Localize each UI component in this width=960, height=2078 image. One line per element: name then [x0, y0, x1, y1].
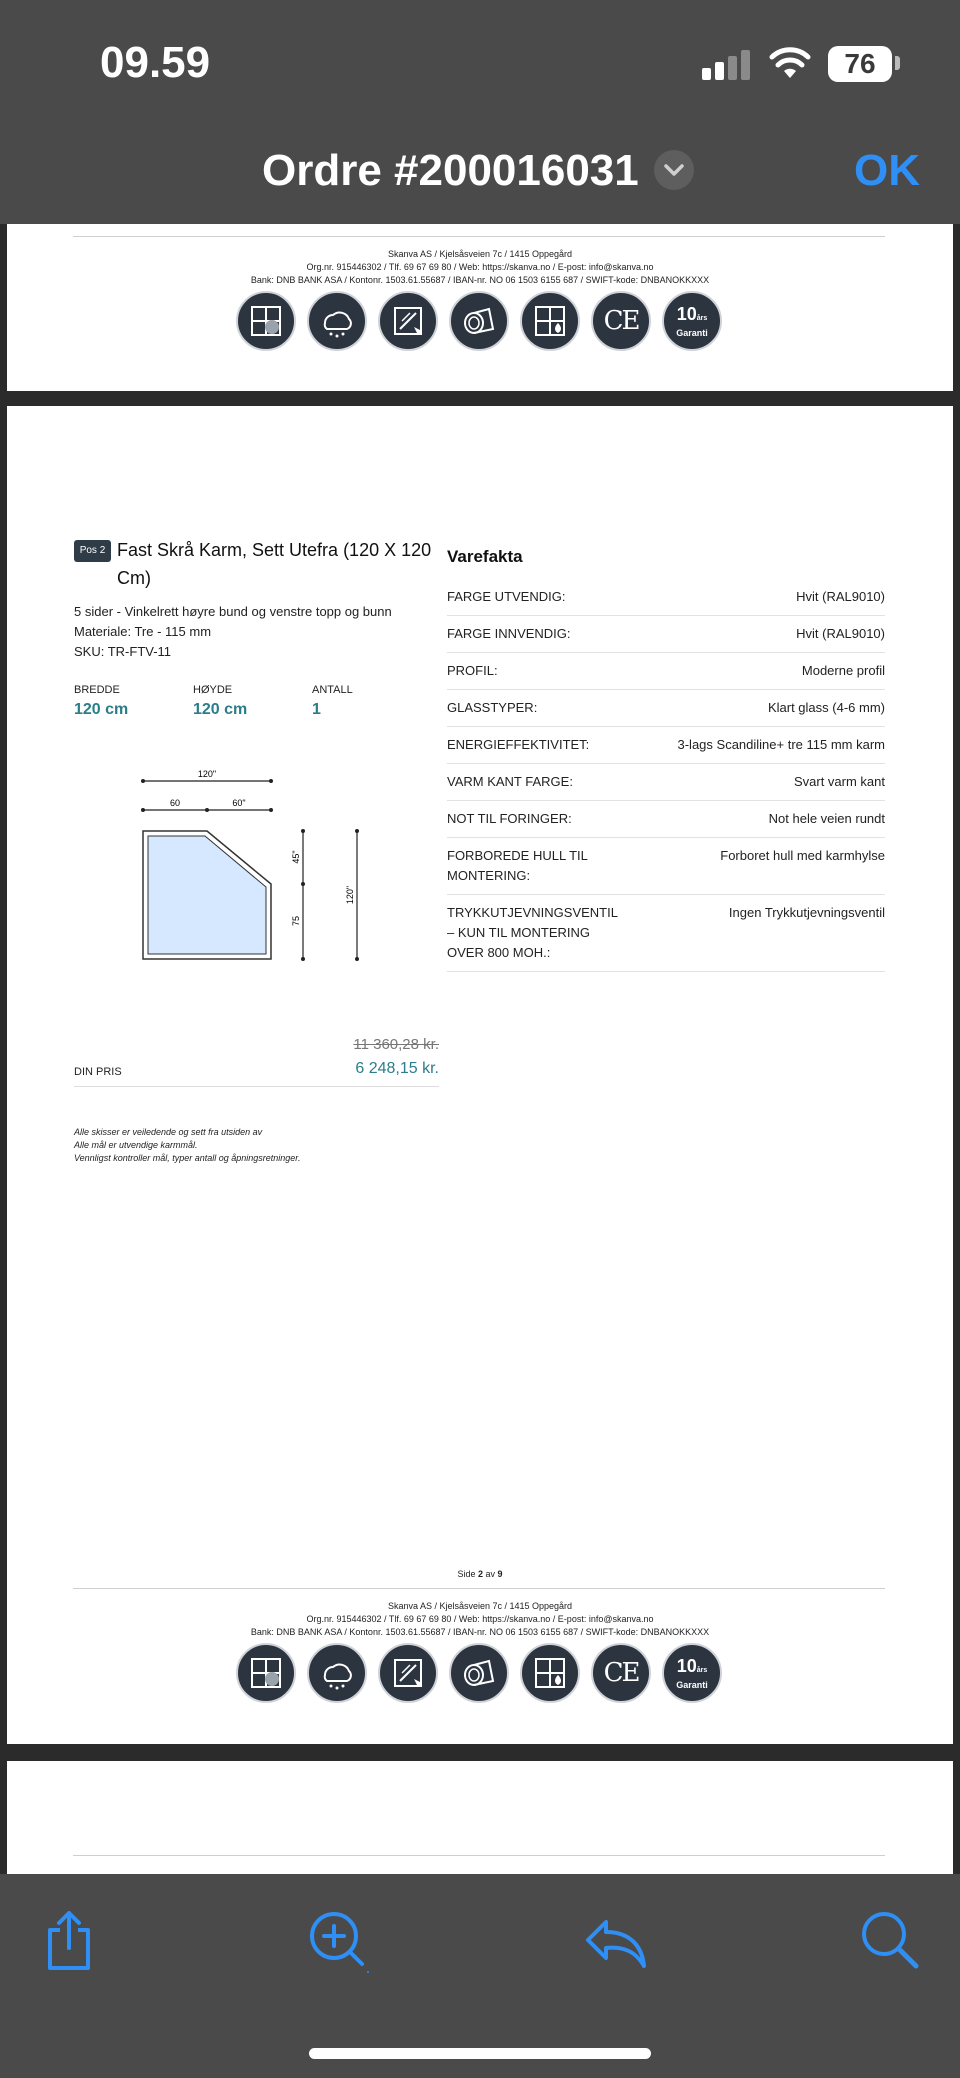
wifi-icon [768, 44, 812, 80]
warranty-badge-icon: 10års Garanti [662, 1643, 722, 1703]
window-glass-icon [236, 291, 296, 351]
fact-row: PROFIL: Moderne profil [447, 653, 885, 690]
window-thermal-icon [520, 291, 580, 351]
ok-button[interactable]: OK [854, 146, 920, 195]
dim-side-upper: 45" [291, 850, 301, 864]
page-number: Side 2 av 9 [457, 1569, 503, 1579]
safety-glass-icon [378, 291, 438, 351]
position-badge: Pos 2 [74, 540, 111, 562]
product-sku: SKU: TR-FTV-11 [74, 644, 172, 659]
dim-top-total: 120" [197, 769, 217, 779]
weather-resistant-icon [307, 291, 367, 351]
footer-divider [73, 236, 885, 237]
product-description [74, 602, 434, 662]
height-value: 120 cm [193, 701, 248, 718]
nav-bar [0, 120, 960, 224]
document-page-2 [7, 406, 953, 1744]
window-thermal-icon [520, 1643, 580, 1703]
product-material: Materiale: Tre - 115 mm [74, 624, 212, 639]
price-label: DIN PRIS [74, 1066, 122, 1078]
battery-indicator: 76 [828, 46, 892, 82]
home-indicator[interactable] [309, 2048, 651, 2059]
wood-log-icon [449, 1643, 509, 1703]
footer-line-2: Org.nr. 915446302 / Tlf. 69 67 69 80 / Web: https://skanva.no / E-post: info@skanva.no [306, 1614, 654, 1624]
width-value: 120 cm [74, 701, 129, 718]
certification-badges [236, 291, 726, 353]
fact-row: FORBOREDE HULL TIL MONTERING: Forboret hull med karmhylse [447, 838, 885, 895]
dim-top-right: 60" [232, 798, 246, 808]
reply-icon[interactable] [582, 1908, 648, 1974]
weather-resistant-icon [307, 1643, 367, 1703]
dim-side-total: 120" [345, 885, 355, 905]
fact-row: NOT TIL FORINGER: Not hele veien rundt [447, 801, 885, 838]
note-line: Alle skisser er veiledende og sett fra utsiden av [74, 1127, 263, 1137]
document-page-1 [7, 224, 953, 391]
discounted-price: 6 248,15 kr. [355, 1060, 439, 1077]
chevron-down-icon [654, 150, 694, 190]
fact-row: VARM KANT FARGE: Svart varm kant [447, 764, 885, 801]
price-divider [74, 1086, 439, 1087]
height-label: HØYDE [193, 684, 233, 696]
search-icon[interactable] [858, 1908, 924, 1974]
footer-line-1: Skanva AS / Kjelsåsveien 7c / 1415 Oppegård [387, 249, 573, 259]
certification-badges [236, 1643, 726, 1705]
footer-line-2: Org.nr. 915446302 / Tlf. 69 67 69 80 / Web: https://skanva.no / E-post: info@skanva.no [306, 262, 654, 272]
window-sketch [127, 761, 387, 991]
original-price: 11 360,28 kr. [353, 1036, 439, 1053]
footer-line-3: Bank: DNB BANK ASA / Kontonr. 1503.61.55687 / IBAN-nr. NO 06 1503 6155 687 / SWIFT-kode: DNBANOKKXXX [250, 275, 710, 285]
battery-tip [895, 56, 900, 70]
fact-row: FARGE UTVENDIG: Hvit (RAL9010) [447, 579, 885, 616]
fact-row: FARGE INNVENDIG: Hvit (RAL9010) [447, 616, 885, 653]
title-menu-button[interactable] [654, 150, 694, 190]
dim-side-lower: 75 [291, 915, 301, 927]
dim-top-left: 60 [169, 798, 181, 808]
markup-icon[interactable] [304, 1908, 370, 1974]
quantity-value: 1 [312, 701, 321, 718]
fact-row: TRYKKUTJEVNINGSVENTIL – KUN TIL MONTERING OVER 800 MOH.: Ingen Trykkutjevningsventil [447, 895, 885, 972]
wood-log-icon [449, 291, 509, 351]
document-viewer[interactable] [0, 224, 960, 1874]
fact-row: GLASSTYPER: Klart glass (4-6 mm) [447, 690, 885, 727]
fact-row: ENERGIEFFEKTIVITET: 3-lags Scandiline+ tre 115 mm karm [447, 727, 885, 764]
footer-info [7, 1600, 953, 1639]
ce-mark-icon: CE [591, 1643, 651, 1703]
footer-info [7, 248, 953, 287]
header-divider [73, 1855, 885, 1856]
facts-title: Varefakta [447, 547, 523, 566]
width-label: BREDDE [74, 684, 120, 696]
facts-table [447, 579, 885, 972]
share-icon[interactable] [36, 1908, 102, 1974]
document-page-3 [7, 1761, 953, 1874]
window-glass-icon [236, 1643, 296, 1703]
footer-divider [73, 1588, 885, 1589]
note-line: Alle mål er utvendige karmmål. [74, 1140, 198, 1150]
footer-line-3: Bank: DNB BANK ASA / Kontonr. 1503.61.55687 / IBAN-nr. NO 06 1503 6155 687 / SWIFT-kode: DNBANOKKXXX [250, 1627, 710, 1637]
note-line: Vennligst kontroller mål, typer antall og åpningsretninger. [74, 1153, 301, 1163]
order-title[interactable]: Ordre #200016031 [262, 146, 639, 195]
product-title: Fast Skrå Karm, Sett Utefra (120 X 120 Cm) [117, 540, 432, 588]
safety-glass-icon [378, 1643, 438, 1703]
bottom-toolbar [0, 1874, 960, 2078]
warranty-badge-icon: 10års Garanti [662, 291, 722, 351]
ce-mark-icon: CE [591, 291, 651, 351]
product-sides: 5 sider - Vinkelrett høyre bund og venstre topp og bunn [74, 604, 392, 619]
disclaimer-notes [74, 1126, 300, 1165]
quantity-label: ANTALL [312, 684, 353, 696]
cellular-signal-icon [702, 48, 750, 80]
footer-line-1: Skanva AS / Kjelsåsveien 7c / 1415 Oppegård [387, 1601, 573, 1611]
status-bar [0, 0, 960, 120]
status-time: 09.59 [100, 38, 211, 87]
